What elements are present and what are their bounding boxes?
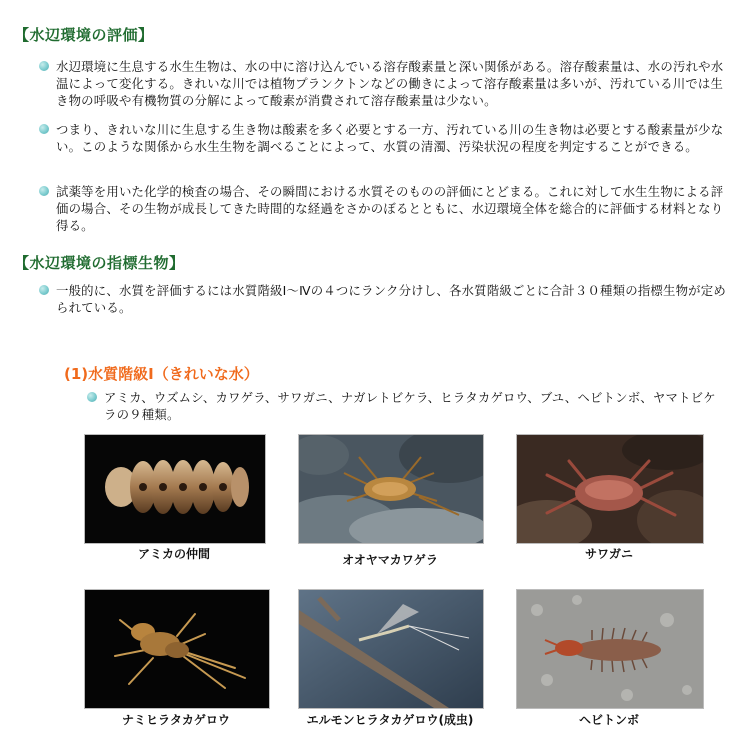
bullet-text: 水辺環境に生息する水生生物は、水の中に溶け込んでいる溶存酸素量と深い関係がある。溶存酸素量は、水の汚れや水温によって変化する。きれいな川では植物プランクトンなどの働きによって溶存酸素量は多いが、汚れている川では生き物の呼吸や有機物質の分解によって酸素が消費されて溶存酸素量は少ない。 [56, 59, 724, 108]
crab-image [517, 435, 703, 543]
species-list [104, 389, 724, 423]
dobsonfly-larva-image [517, 590, 703, 708]
bullet-paragraph [56, 121, 728, 155]
photo-sawagani [516, 434, 704, 544]
photo-caption: サワガニ [584, 547, 633, 561]
water-class-1-heading: (1)水質階級Ⅰ（きれいな水） [64, 365, 259, 383]
photo-namihiratakagerou [84, 589, 270, 709]
species-list-text: アミカ、ウズムシ、カワゲラ、サワガニ、ナガレトビケラ、ヒラタカゲロウ、ブユ、ヘビトンボ、ヤマトビケラの９種類。 [104, 390, 716, 422]
photo-caption: ナミヒラタカゲロウ [122, 713, 230, 727]
bullet-icon [39, 186, 49, 196]
photo-amika [84, 434, 266, 544]
amika-larva-image [85, 435, 265, 543]
bullet-icon [39, 61, 49, 71]
photo-caption: アミカの仲間 [137, 547, 210, 561]
adult-mayfly-image [299, 590, 483, 708]
mayfly-nymph-image [85, 590, 269, 708]
bullet-paragraph [56, 183, 728, 234]
photo-ooyamakawagera [298, 434, 484, 544]
photo-hebitonbo [516, 589, 704, 709]
bullet-icon [87, 392, 97, 402]
photo-caption: ヘビトンボ [578, 713, 639, 727]
bullet-text: つまり、きれいな川に生息する生き物は酸素を多く必要とする一方、汚れている川の生き物は必要とする酸素量が少ない。このような関係から水生生物を調べることによって、水質の清濁、汚染状況の程度を判定することができる。 [56, 122, 724, 154]
bullet-paragraph [56, 282, 728, 316]
bullet-text: 試薬等を用いた化学的検査の場合、その瞬間における水質そのものの評価にとどまる。これに対して水生生物による評価の場合、その生物が成長してきた時間的な経過をさかのぼるとともに、水辺環境全体を総合的に評価する材料となり得る。 [56, 184, 724, 233]
section-title-indicator: 【水辺環境の指標生物】 [14, 254, 185, 272]
bullet-paragraph [56, 58, 728, 109]
photo-erumonhiratakagerou [298, 589, 484, 709]
stonefly-image [299, 435, 483, 543]
section-title-evaluation: 【水辺環境の評価】 [14, 26, 154, 44]
photo-caption: エルモンヒラタカゲロウ(成虫) [306, 713, 474, 727]
bullet-icon [39, 285, 49, 295]
photo-caption: オオヤマカワゲラ [342, 553, 438, 567]
bullet-text: 一般的に、水質を評価するには水質階級Ⅰ～Ⅳの４つにランク分けし、各水質階級ごとに合計３０種類の指標生物が定められている。 [56, 283, 726, 315]
bullet-icon [39, 124, 49, 134]
